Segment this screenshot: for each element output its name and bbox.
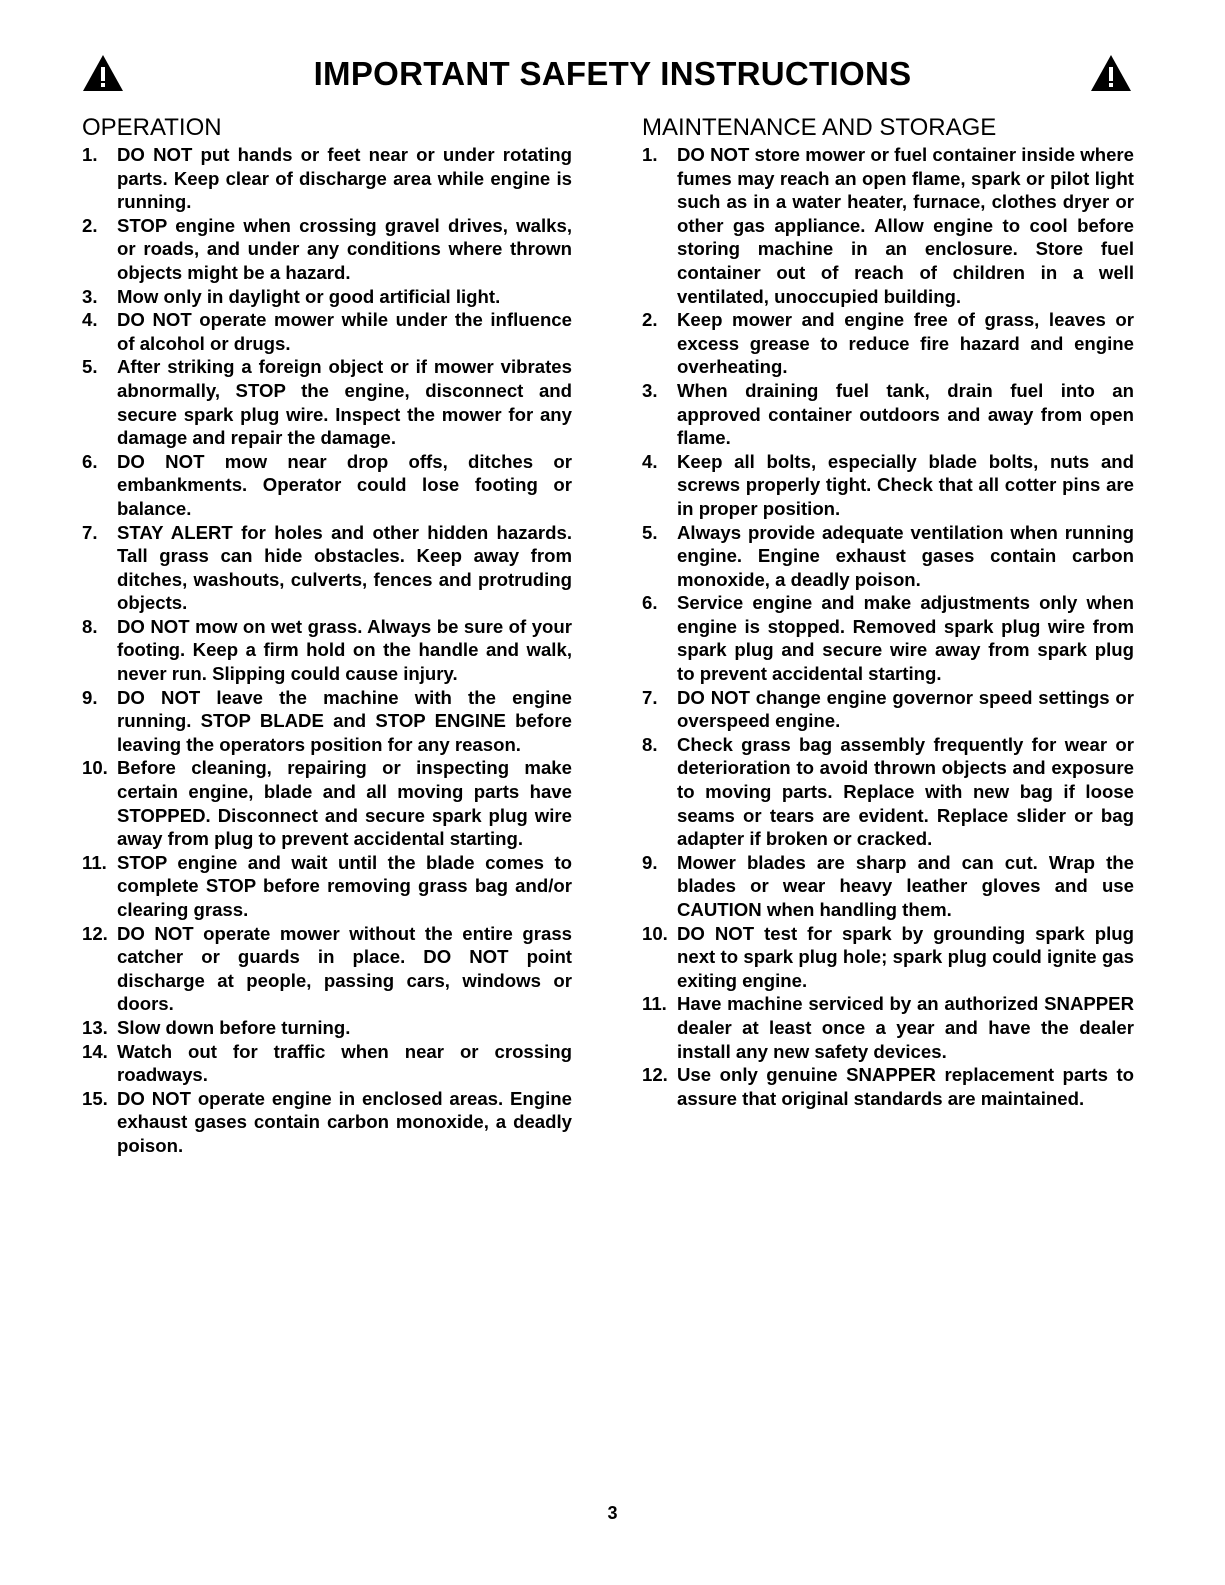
list-item	[82, 851, 572, 922]
item-number: 8.	[82, 615, 98, 637]
item-text: DO NOT mow near drop offs, ditches or embankments. Operator could lose footing or balance.	[117, 450, 572, 519]
list-item	[82, 355, 572, 449]
item-number: 9.	[642, 851, 658, 873]
item-text: DO NOT test for spark by grounding spark plug next to spark plug hole; spark plug could ignite gas exiting engine.	[677, 922, 1134, 991]
item-number: 5.	[82, 356, 98, 378]
section-heading-maintenance: MAINTENANCE AND STORAGE	[642, 114, 997, 141]
item-number: 1.	[642, 144, 658, 165]
warning-triangle-icon	[1090, 54, 1132, 92]
item-text: Mow only in daylight or good artificial light.	[117, 285, 501, 307]
item-text: Slow down before turning.	[117, 1016, 351, 1038]
list-item	[642, 686, 1134, 733]
list-item	[82, 450, 572, 521]
item-number: 6.	[642, 592, 658, 614]
item-number: 6.	[82, 450, 98, 472]
item-text: DO NOT leave the machine with the engine running. STOP BLADE and STOP ENGINE before leaving the operators position for any reason.	[117, 686, 572, 755]
item-text: After striking a foreign object or if mower vibrates abnormally, STOP the engine, disconnect and secure spark plug wire. Inspect the mower for any damage and repair the damage.	[117, 356, 572, 449]
item-text: DO NOT change engine governor speed settings or overspeed engine.	[677, 686, 1134, 732]
item-number: 7.	[642, 686, 658, 708]
item-text: Service engine and make adjustments only when engine is stopped. Removed spark plug wire from spark plug and secure wire away from spark plug to prevent accidental starting.	[677, 592, 1134, 685]
list-item	[642, 591, 1134, 685]
item-number: 1.	[82, 144, 98, 165]
item-text: DO NOT operate engine in enclosed areas. Engine exhaust gases contain carbon monoxide, a deadly poison.	[117, 1087, 572, 1156]
list-item	[642, 379, 1134, 450]
item-number: 12.	[82, 922, 108, 944]
list-item	[642, 450, 1134, 521]
item-text: Have machine serviced by an authorized SNAPPER dealer at least once a year and have the dealer install any new safety devices.	[677, 993, 1134, 1062]
list-item	[82, 1087, 572, 1158]
maintenance-list	[642, 143, 1134, 1110]
item-text: Keep mower and engine free of grass, leaves or excess grease to reduce fire hazard and engine overheating.	[677, 309, 1134, 378]
maintenance-section	[642, 114, 1134, 1110]
item-text: DO NOT operate mower without the entire grass catcher or guards in place. DO NOT point discharge at people, passing cars, windows or doors.	[117, 922, 572, 1015]
item-number: 3.	[642, 379, 658, 401]
item-text: DO NOT store mower or fuel container inside where fumes may reach an open flame, spark or pilot light such as in a water heater, furnace, clothes dryer or other gas appliance. Allow engine to cool before storing machine in an enclosure. Store fuel container out of reach of children in a well ventilated, unoccupied building.	[677, 144, 1134, 307]
item-text: STOP engine when crossing gravel drives, walks, or roads, and under any conditions where thrown objects might be a hazard.	[117, 214, 572, 283]
list-item	[82, 214, 572, 285]
item-text: Keep all bolts, especially blade bolts, nuts and screws properly tight. Check that all cotter pins are in proper position.	[677, 450, 1134, 519]
item-text: STAY ALERT for holes and other hidden hazards. Tall grass can hide obstacles. Keep away from ditches, washouts, culverts, fences and protruding objects.	[117, 521, 572, 614]
page-number: 3	[607, 1503, 618, 1523]
item-text: Check grass bag assembly frequently for wear or deterioration to avoid thrown objects and exposure to moving parts. Replace with new bag if loose seams or tears are evident. Replace slider or bag adapter if broken or cracked.	[677, 733, 1134, 850]
item-number: 12.	[642, 1064, 668, 1086]
operation-list	[82, 143, 572, 1158]
list-item	[642, 143, 1134, 308]
item-number: 4.	[82, 309, 98, 331]
list-item	[642, 851, 1134, 922]
item-number: 11.	[642, 993, 667, 1015]
item-text: Before cleaning, repairing or inspecting make certain engine, blade and all moving parts have STOPPED. Disconnect and secure spark plug wire away from plug to prevent accidental starting.	[117, 757, 572, 850]
page-title: IMPORTANT SAFETY INSTRUCTIONS	[313, 55, 912, 92]
list-item	[82, 756, 572, 850]
item-number: 3.	[82, 285, 98, 307]
list-item	[642, 308, 1134, 379]
item-number: 9.	[82, 686, 98, 708]
list-item	[642, 1063, 1134, 1110]
item-number: 10.	[642, 922, 668, 944]
list-item	[82, 285, 572, 309]
list-item	[82, 686, 572, 757]
list-item	[82, 922, 572, 1016]
section-heading-operation: OPERATION	[82, 114, 222, 141]
list-item	[642, 992, 1134, 1063]
item-number: 10.	[82, 757, 108, 779]
item-number: 8.	[642, 733, 658, 755]
item-text: Use only genuine SNAPPER replacement parts to assure that original standards are maintained.	[677, 1064, 1134, 1109]
page-header	[0, 52, 1225, 102]
item-number: 14.	[82, 1040, 108, 1062]
list-item	[82, 1040, 572, 1087]
list-item	[642, 922, 1134, 993]
list-item	[82, 308, 572, 355]
item-text: Always provide adequate ventilation when running engine. Engine exhaust gases contain carbon monoxide, a deadly poison.	[677, 521, 1134, 590]
item-number: 11.	[82, 851, 107, 873]
item-text: When draining fuel tank, drain fuel into an approved container outdoors and away from open flame.	[677, 379, 1134, 449]
list-item	[642, 733, 1134, 851]
list-item	[82, 615, 572, 686]
item-text: DO NOT operate mower while under the influence of alcohol or drugs.	[117, 309, 572, 354]
item-number: 13.	[82, 1016, 108, 1038]
item-text: DO NOT put hands or feet near or under rotating parts. Keep clear of discharge area while engine is running.	[117, 144, 572, 213]
list-item	[82, 143, 572, 214]
list-item	[642, 521, 1134, 592]
item-text: DO NOT mow on wet grass. Always be sure of your footing. Keep a firm hold on the handle and walk, never run. Slipping could cause injury.	[117, 615, 572, 685]
item-number: 2.	[82, 214, 98, 236]
item-text: Mower blades are sharp and can cut. Wrap the blades or wear heavy leather gloves and use CAUTION when handling them.	[677, 851, 1134, 920]
item-number: 2.	[642, 309, 658, 331]
operation-section	[82, 114, 572, 1158]
item-text: STOP engine and wait until the blade comes to complete STOP before removing grass bag and/or clearing grass.	[117, 851, 572, 920]
item-number: 5.	[642, 521, 658, 543]
item-number: 15.	[82, 1087, 108, 1109]
item-text: Watch out for traffic when near or crossing roadways.	[117, 1040, 572, 1086]
list-item	[82, 521, 572, 615]
list-item	[82, 1016, 572, 1040]
item-number: 4.	[642, 450, 658, 472]
item-number: 7.	[82, 521, 98, 543]
